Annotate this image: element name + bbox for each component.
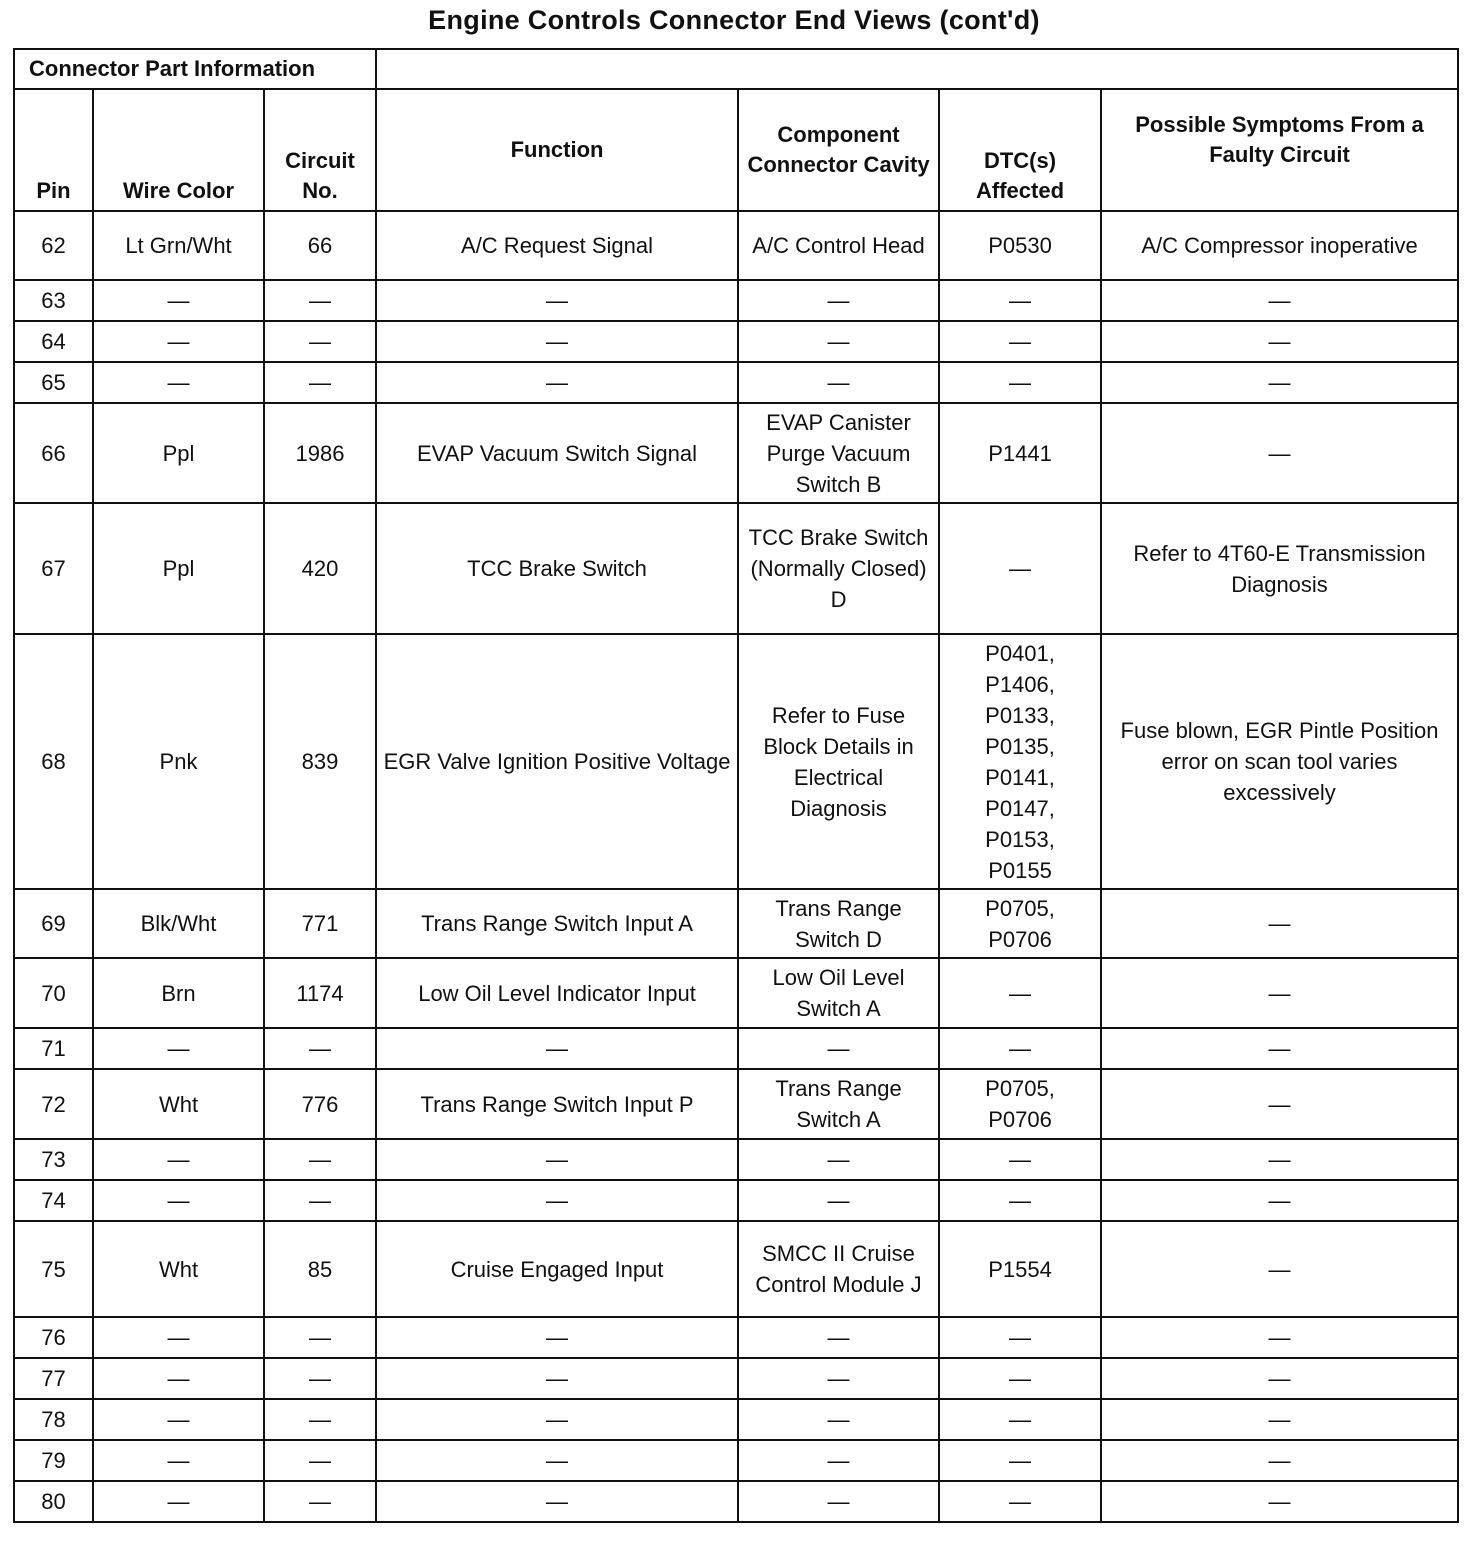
- cell-function: —: [376, 280, 738, 321]
- cell-component-cavity: —: [738, 1358, 939, 1399]
- cell-dtcs-affected: P0705, P0706: [939, 889, 1101, 958]
- cell-wire-color: Wht: [93, 1069, 264, 1139]
- cell-pin: 68: [14, 634, 93, 889]
- cell-possible-symptoms: —: [1101, 1399, 1458, 1440]
- cell-possible-symptoms: —: [1101, 362, 1458, 403]
- cell-component-cavity: —: [738, 1139, 939, 1180]
- cell-component-cavity: A/C Control Head: [738, 211, 939, 280]
- cell-pin: 71: [14, 1028, 93, 1069]
- cell-circuit-no: 85: [264, 1221, 376, 1317]
- connector-part-information-label: Connector Part Information: [14, 49, 376, 89]
- cell-component-cavity: EVAP Canister Purge Vacuum Switch B: [738, 403, 939, 503]
- cell-circuit-no: —: [264, 1399, 376, 1440]
- cell-dtcs-affected: —: [939, 362, 1101, 403]
- header-possible-symptoms: Possible Symptoms From a Faulty Circuit: [1101, 89, 1458, 211]
- cell-wire-color: —: [93, 1358, 264, 1399]
- cell-dtcs-affected: —: [939, 958, 1101, 1028]
- cell-possible-symptoms: —: [1101, 1069, 1458, 1139]
- cell-possible-symptoms: —: [1101, 1317, 1458, 1358]
- cell-possible-symptoms: —: [1101, 1481, 1458, 1522]
- pin-rows: [14, 211, 1458, 1522]
- cell-circuit-no: 420: [264, 503, 376, 634]
- table-row: [14, 1069, 1458, 1139]
- cell-wire-color: Brn: [93, 958, 264, 1028]
- cell-component-cavity: SMCC II Cruise Control Module J: [738, 1221, 939, 1317]
- cell-component-cavity: —: [738, 1180, 939, 1221]
- cell-dtcs-affected: —: [939, 1317, 1101, 1358]
- table-row: [14, 403, 1458, 503]
- cell-component-cavity: Trans Range Switch D: [738, 889, 939, 958]
- cell-function: EVAP Vacuum Switch Signal: [376, 403, 738, 503]
- cell-dtcs-affected: P1554: [939, 1221, 1101, 1317]
- cell-component-cavity: —: [738, 321, 939, 362]
- cell-circuit-no: 839: [264, 634, 376, 889]
- cell-wire-color: —: [93, 1440, 264, 1481]
- cell-wire-color: —: [93, 321, 264, 362]
- cell-wire-color: —: [93, 1481, 264, 1522]
- cell-function: —: [376, 1440, 738, 1481]
- cell-wire-color: —: [93, 1399, 264, 1440]
- cell-circuit-no: —: [264, 1028, 376, 1069]
- cell-wire-color: Wht: [93, 1221, 264, 1317]
- cell-component-cavity: Trans Range Switch A: [738, 1069, 939, 1139]
- cell-possible-symptoms: —: [1101, 889, 1458, 958]
- cell-circuit-no: —: [264, 1481, 376, 1522]
- table-row: [14, 1028, 1458, 1069]
- cell-dtcs-affected: —: [939, 321, 1101, 362]
- header-function: Function: [376, 89, 738, 211]
- header-wire-color: Wire Color: [93, 89, 264, 211]
- cell-pin: 65: [14, 362, 93, 403]
- cell-circuit-no: —: [264, 362, 376, 403]
- cell-function: —: [376, 362, 738, 403]
- cell-component-cavity: —: [738, 1028, 939, 1069]
- cell-wire-color: Lt Grn/Wht: [93, 211, 264, 280]
- cell-pin: 78: [14, 1399, 93, 1440]
- header-pin: Pin: [14, 89, 93, 211]
- table-row: [14, 634, 1458, 889]
- header-circuit-no: Circuit No.: [264, 89, 376, 211]
- cell-wire-color: —: [93, 1317, 264, 1358]
- cell-function: Low Oil Level Indicator Input: [376, 958, 738, 1028]
- cell-pin: 80: [14, 1481, 93, 1522]
- cell-possible-symptoms: —: [1101, 958, 1458, 1028]
- cell-circuit-no: —: [264, 280, 376, 321]
- cell-possible-symptoms: —: [1101, 1028, 1458, 1069]
- cell-wire-color: —: [93, 1139, 264, 1180]
- cell-pin: 63: [14, 280, 93, 321]
- table-row: [14, 1440, 1458, 1481]
- cell-function: —: [376, 1358, 738, 1399]
- cell-possible-symptoms: A/C Compressor inoperative: [1101, 211, 1458, 280]
- cell-dtcs-affected: P0705, P0706: [939, 1069, 1101, 1139]
- cell-component-cavity: Low Oil Level Switch A: [738, 958, 939, 1028]
- cell-circuit-no: 776: [264, 1069, 376, 1139]
- cell-pin: 69: [14, 889, 93, 958]
- cell-function: TCC Brake Switch: [376, 503, 738, 634]
- table-row: [14, 321, 1458, 362]
- table-row: [14, 1180, 1458, 1221]
- cell-component-cavity: —: [738, 362, 939, 403]
- cell-circuit-no: 66: [264, 211, 376, 280]
- cell-pin: 70: [14, 958, 93, 1028]
- cell-function: —: [376, 1028, 738, 1069]
- cell-pin: 76: [14, 1317, 93, 1358]
- cell-possible-symptoms: —: [1101, 1221, 1458, 1317]
- cell-component-cavity: TCC Brake Switch (Normally Closed) D: [738, 503, 939, 634]
- cell-dtcs-affected: —: [939, 1481, 1101, 1522]
- cell-circuit-no: —: [264, 1358, 376, 1399]
- cell-dtcs-affected: —: [939, 280, 1101, 321]
- cell-wire-color: Ppl: [93, 503, 264, 634]
- cell-possible-symptoms: —: [1101, 1180, 1458, 1221]
- cell-pin: 77: [14, 1358, 93, 1399]
- cell-wire-color: Pnk: [93, 634, 264, 889]
- cell-pin: 79: [14, 1440, 93, 1481]
- cell-function: —: [376, 1139, 738, 1180]
- cell-circuit-no: —: [264, 321, 376, 362]
- cell-wire-color: —: [93, 280, 264, 321]
- cell-possible-symptoms: —: [1101, 403, 1458, 503]
- cell-function: Trans Range Switch Input A: [376, 889, 738, 958]
- cell-component-cavity: —: [738, 1399, 939, 1440]
- cell-dtcs-affected: —: [939, 1180, 1101, 1221]
- cell-pin: 75: [14, 1221, 93, 1317]
- table-row: [14, 1481, 1458, 1522]
- cell-wire-color: —: [93, 1180, 264, 1221]
- cell-dtcs-affected: —: [939, 1399, 1101, 1440]
- table-row: [14, 889, 1458, 958]
- page-title: Engine Controls Connector End Views (cont'd): [428, 5, 1040, 35]
- cell-dtcs-affected: —: [939, 1440, 1101, 1481]
- cell-component-cavity: Refer to Fuse Block Details in Electrical Diagnosis: [738, 634, 939, 889]
- cell-circuit-no: 1986: [264, 403, 376, 503]
- cell-dtcs-affected: —: [939, 503, 1101, 634]
- cell-dtcs-affected: —: [939, 1028, 1101, 1069]
- cell-wire-color: Blk/Wht: [93, 889, 264, 958]
- connector-part-information-value: [376, 49, 1458, 89]
- cell-possible-symptoms: —: [1101, 321, 1458, 362]
- cell-possible-symptoms: —: [1101, 1440, 1458, 1481]
- table-row: [14, 958, 1458, 1028]
- cell-pin: 73: [14, 1139, 93, 1180]
- table-row: [14, 362, 1458, 403]
- cell-dtcs-affected: —: [939, 1139, 1101, 1180]
- cell-dtcs-affected: P1441: [939, 403, 1101, 503]
- cell-function: —: [376, 1481, 738, 1522]
- cell-circuit-no: —: [264, 1317, 376, 1358]
- cell-function: Cruise Engaged Input: [376, 1221, 738, 1317]
- cell-pin: 72: [14, 1069, 93, 1139]
- cell-wire-color: —: [93, 362, 264, 403]
- table-row: [14, 280, 1458, 321]
- cell-possible-symptoms: —: [1101, 1358, 1458, 1399]
- cell-pin: 62: [14, 211, 93, 280]
- cell-component-cavity: —: [738, 1440, 939, 1481]
- cell-component-cavity: —: [738, 280, 939, 321]
- cell-circuit-no: 771: [264, 889, 376, 958]
- cell-pin: 64: [14, 321, 93, 362]
- cell-pin: 74: [14, 1180, 93, 1221]
- cell-function: —: [376, 1317, 738, 1358]
- connector-pin-table: [13, 48, 1459, 1523]
- cell-component-cavity: —: [738, 1481, 939, 1522]
- table-row: [14, 1317, 1458, 1358]
- cell-component-cavity: —: [738, 1317, 939, 1358]
- cell-circuit-no: —: [264, 1139, 376, 1180]
- cell-dtcs-affected: —: [939, 1358, 1101, 1399]
- table-row: [14, 1221, 1458, 1317]
- cell-possible-symptoms: Fuse blown, EGR Pintle Position error on scan tool varies excessively: [1101, 634, 1458, 889]
- cell-pin: 66: [14, 403, 93, 503]
- cell-pin: 67: [14, 503, 93, 634]
- cell-function: —: [376, 321, 738, 362]
- cell-function: —: [376, 1180, 738, 1221]
- cell-possible-symptoms: —: [1101, 1139, 1458, 1180]
- header-dtcs-affected: DTC(s) Affected: [939, 89, 1101, 211]
- cell-function: A/C Request Signal: [376, 211, 738, 280]
- cell-function: EGR Valve Ignition Positive Voltage: [376, 634, 738, 889]
- header-component-connector-cavity: Component Connector Cavity: [738, 89, 939, 211]
- cell-circuit-no: 1174: [264, 958, 376, 1028]
- cell-function: Trans Range Switch Input P: [376, 1069, 738, 1139]
- cell-wire-color: —: [93, 1028, 264, 1069]
- cell-possible-symptoms: Refer to 4T60-E Transmission Diagnosis: [1101, 503, 1458, 634]
- cell-wire-color: Ppl: [93, 403, 264, 503]
- table-row: [14, 1358, 1458, 1399]
- cell-function: —: [376, 1399, 738, 1440]
- cell-possible-symptoms: —: [1101, 280, 1458, 321]
- cell-dtcs-affected: P0401, P1406, P0133, P0135, P0141, P0147, P0153, P0155: [939, 634, 1101, 889]
- table-row: [14, 211, 1458, 280]
- cell-dtcs-affected: P0530: [939, 211, 1101, 280]
- cell-circuit-no: —: [264, 1180, 376, 1221]
- table-row: [14, 1139, 1458, 1180]
- table-row: [14, 1399, 1458, 1440]
- cell-circuit-no: —: [264, 1440, 376, 1481]
- table-row: [14, 503, 1458, 634]
